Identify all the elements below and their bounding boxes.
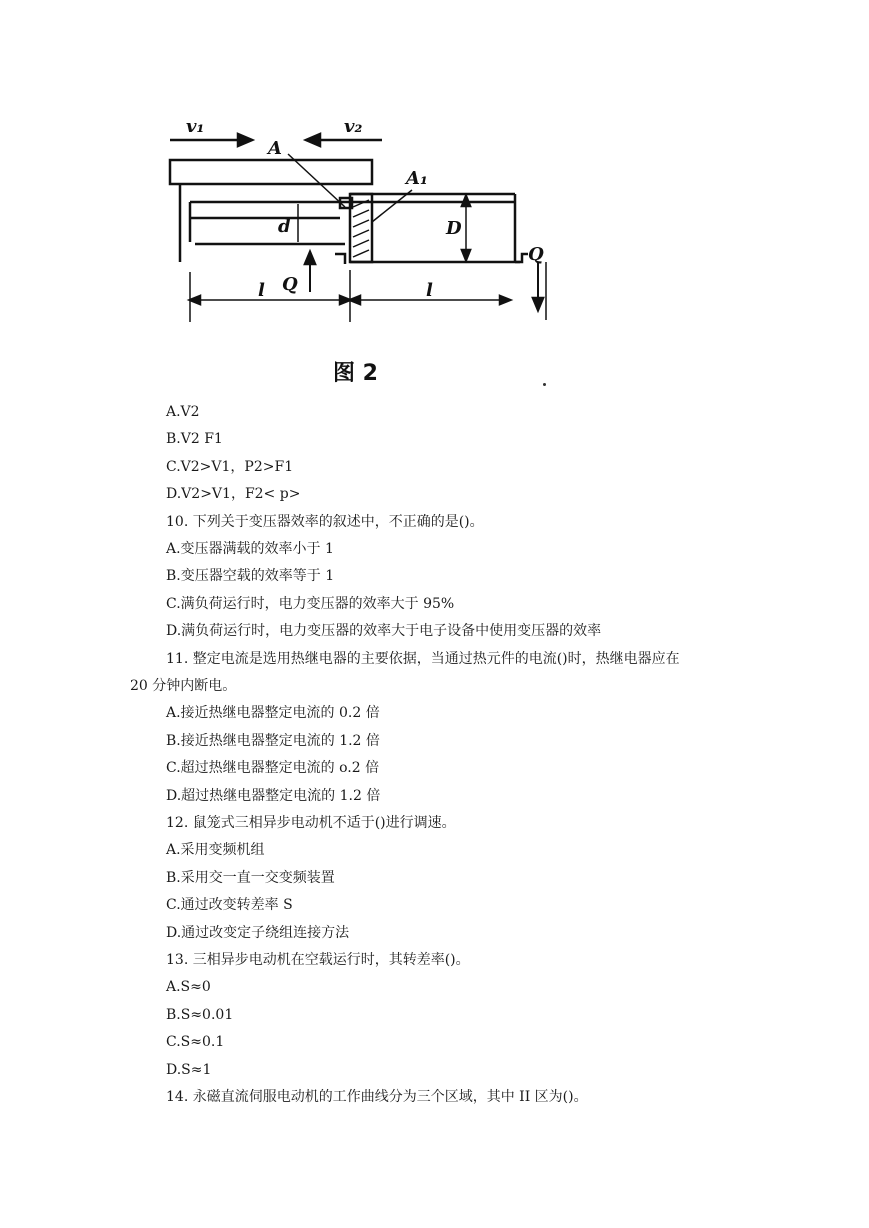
answer-option: D.V2>V1，F2< p> xyxy=(166,486,301,502)
figure-2 xyxy=(150,112,570,392)
question-stem: 11. 整定电流是选用热继电器的主要依据，当通过热元件的电流()时，热继电器应在 xyxy=(166,651,680,667)
answer-option: C.满负荷运行时，电力变压器的效率大于 95% xyxy=(166,596,455,612)
answer-option: D.超过热继电器整定电流的 1.2 倍 xyxy=(166,788,381,804)
question-stem-continued: 20 分钟内断电。 xyxy=(130,678,237,694)
answer-option: C.V2>V1，P2>F1 xyxy=(166,459,294,475)
question-stem: 13. 三相异步电动机在空载运行时，其转差率()。 xyxy=(166,952,470,968)
answer-option: D.通过改变定子绕组连接方法 xyxy=(166,925,350,941)
label-a1: A₁ xyxy=(406,168,428,189)
question-stem: 12. 鼠笼式三相异步电动机不适于()进行调速。 xyxy=(166,815,456,831)
label-big-d: D xyxy=(446,218,462,239)
answer-option: C.超过热继电器整定电流的 o.2 倍 xyxy=(166,760,380,776)
label-q-left: Q xyxy=(282,274,298,295)
label-v2: v₂ xyxy=(344,116,363,137)
label-q-right: Q xyxy=(528,244,544,265)
answer-option: A.S≈0 xyxy=(166,979,211,995)
answer-option: A.采用变频机组 xyxy=(166,842,265,858)
answer-option: B.V2 F1 xyxy=(166,431,223,447)
stray-mark xyxy=(543,383,546,386)
answer-option: D.S≈1 xyxy=(166,1062,212,1078)
label-l-left: l xyxy=(258,280,265,301)
label-v1: v₁ xyxy=(186,116,205,137)
answer-option: B.变压器空载的效率等于 1 xyxy=(166,568,335,584)
figure-caption: 图 2 xyxy=(333,361,378,386)
top-plate xyxy=(170,160,372,184)
answer-option: A.变压器满载的效率小于 1 xyxy=(166,541,334,557)
answer-option: B.接近热继电器整定电流的 1.2 倍 xyxy=(166,733,380,749)
label-a: A xyxy=(268,138,282,159)
answer-option: A.接近热继电器整定电流的 0.2 倍 xyxy=(166,705,380,721)
answer-option: B.采用交一直一交变频装置 xyxy=(166,870,335,886)
answer-option: A.V2 xyxy=(166,404,200,420)
answer-option: C.通过改变转差率 S xyxy=(166,897,293,913)
mechanism-diagram xyxy=(150,112,570,392)
answer-option: D.满负荷运行时，电力变压器的效率大于电子设备中使用变压器的效率 xyxy=(166,623,602,639)
answer-option: C.S≈0.1 xyxy=(166,1034,225,1050)
question-stem: 10. 下列关于变压器效率的叙述中，不正确的是()。 xyxy=(166,514,484,530)
label-l-right: l xyxy=(426,280,433,301)
question-stem: 14. 永磁直流伺服电动机的工作曲线分为三个区域，其中 II 区为()。 xyxy=(166,1089,588,1105)
answer-option: B.S≈0.01 xyxy=(166,1007,234,1023)
label-d: d xyxy=(278,216,291,237)
